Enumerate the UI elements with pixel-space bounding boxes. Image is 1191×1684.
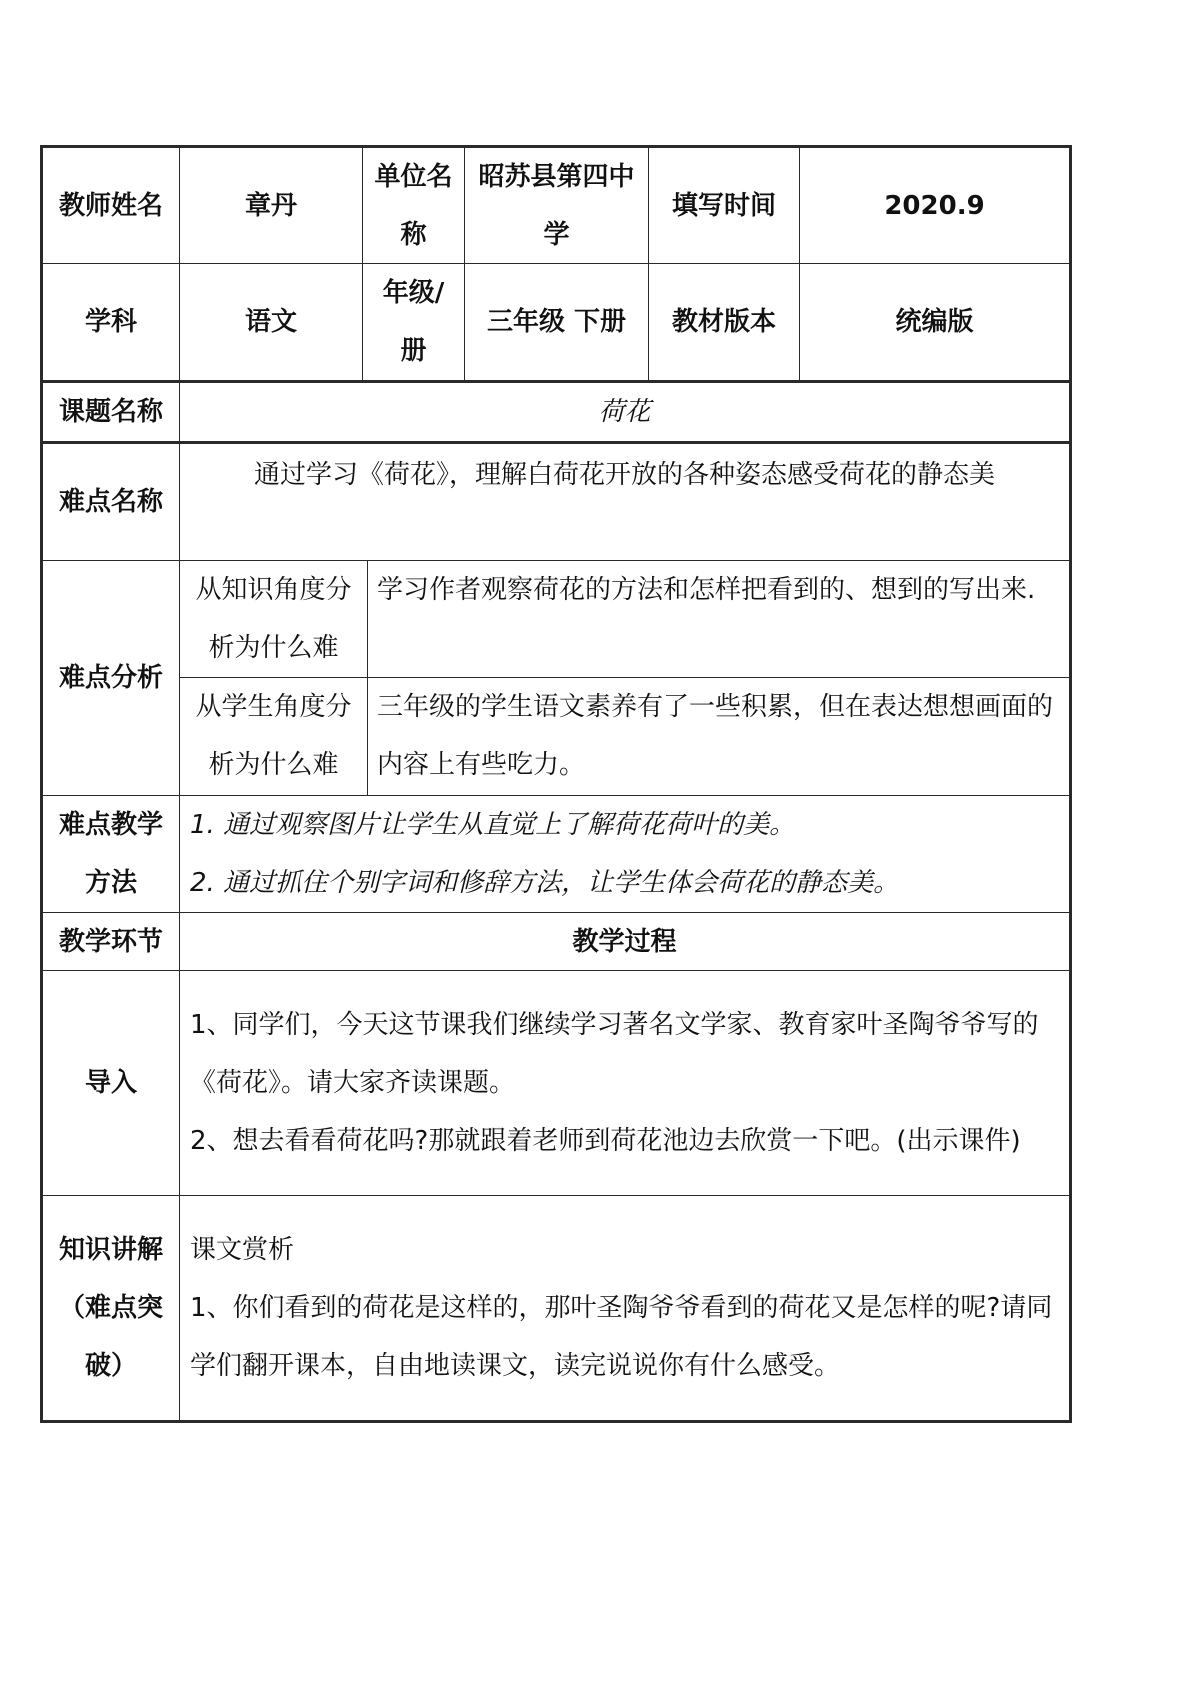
lecture-label-line: 知识讲解 [58,1235,163,1265]
subject-value: 语文 [244,307,297,337]
student-text-line: 三年级的学生语文素养有了一些积累，但在表达想想画面的 [377,692,1054,722]
grade-value: 三年级 下册 [486,307,627,337]
school-line: 学 [543,219,570,250]
lecture-line: 1、你们看到的荷花是这样的，那叶圣陶爷爷看到的荷花又是怎样的呢?请同 [190,1293,1053,1323]
lesson-plan-table [40,145,1072,1423]
student-label-line: 析为什么难 [208,750,339,780]
grade-label-line: 年级/ [382,278,445,308]
subject-cell [180,264,362,380]
teacher-label-cell [43,148,179,263]
process-header-cell [180,913,1069,970]
intro-line: 《荷花》。请大家齐读课题。 [190,1068,516,1098]
topic-label: 课题名称 [58,397,163,427]
stage-header: 教学环节 [58,926,163,957]
table-border-bottom [40,1420,1072,1423]
method-label-line: 方法 [84,868,137,898]
method-line: 1. 通过观察图片让学生从直觉上了解荷花荷叶的美。 [190,810,796,840]
method-text-cell [180,796,1069,912]
process-header: 教学过程 [572,926,677,957]
date-cell [800,148,1069,263]
lecture-label-cell [43,1196,179,1420]
student-text-line: 内容上有些吃力。 [377,750,586,780]
lecture-line: 课文赏析 [190,1235,295,1265]
edition-value: 统编版 [895,307,974,337]
difficulty-cell [180,444,1069,560]
topic-value: 荷花 [598,397,651,427]
table-border-right [1069,145,1072,1423]
date-label-cell [649,148,799,263]
intro-text-cell [180,971,1069,1195]
intro-label: 导入 [84,1068,137,1098]
student-label-cell [180,678,367,795]
date-value: 2020.9 [884,190,985,221]
intro-line: 2、想去看看荷花吗?那就跟着老师到荷花池边去欣赏一下吧。(出示课件) [190,1126,1021,1156]
student-label-line: 从学生角度分 [195,692,352,722]
edition-cell [800,264,1069,380]
lecture-text-cell [180,1196,1069,1420]
edition-label-cell [649,264,799,380]
grade-label-line: 册 [400,336,427,366]
teacher-name: 章丹 [244,190,297,221]
grade-label-cell [363,264,464,380]
method-line: 2. 通过抓住个别字词和修辞方法，让学生体会荷花的静态美。 [190,868,900,898]
teacher-label: 教师姓名 [58,190,163,221]
knowledge-text-cell [368,561,1069,677]
subject-label-cell [43,264,179,380]
method-label-line: 难点教学 [58,810,163,840]
grade-cell [465,264,648,380]
unit-label-line: 称 [400,219,427,250]
unit-label-line: 单位名 [374,161,453,192]
lecture-label-line: 破） [84,1351,137,1381]
lecture-label-line: （难点突 [58,1293,163,1323]
knowledge-label-line: 析为什么难 [208,633,339,663]
analysis-label-cell [43,561,179,795]
knowledge-label-line: 从知识角度分 [195,575,352,605]
unit-label-cell [363,148,464,263]
school-line: 昭苏县第四中 [478,161,635,192]
student-text-cell [368,678,1069,795]
knowledge-label-cell [180,561,367,677]
difficulty-value: 通过学习《荷花》，理解白荷花开放的各种姿态感受荷花的静态美 [253,460,995,490]
teacher-name-cell [180,148,362,263]
knowledge-text: 学习作者观察荷花的方法和怎样把看到的、想到的写出来. [377,575,1036,605]
topic-cell [180,383,1069,441]
edition-label: 教材版本 [671,307,776,337]
school-cell [465,148,648,263]
stage-header-cell [43,913,179,970]
difficulty-label: 难点名称 [58,487,163,517]
intro-line: 1、同学们，今天这节课我们继续学习著名文学家、教育家叶圣陶爷爷写的 [190,1010,1039,1040]
intro-label-cell [43,971,179,1195]
subject-label: 学科 [84,307,137,337]
topic-label-cell [43,383,179,441]
method-label-cell [43,796,179,912]
lecture-line: 学们翻开课本，自由地读课文，读完说说你有什么感受。 [190,1351,841,1381]
difficulty-label-cell [43,444,179,560]
analysis-label: 难点分析 [58,663,163,693]
date-label: 填写时间 [671,190,776,221]
